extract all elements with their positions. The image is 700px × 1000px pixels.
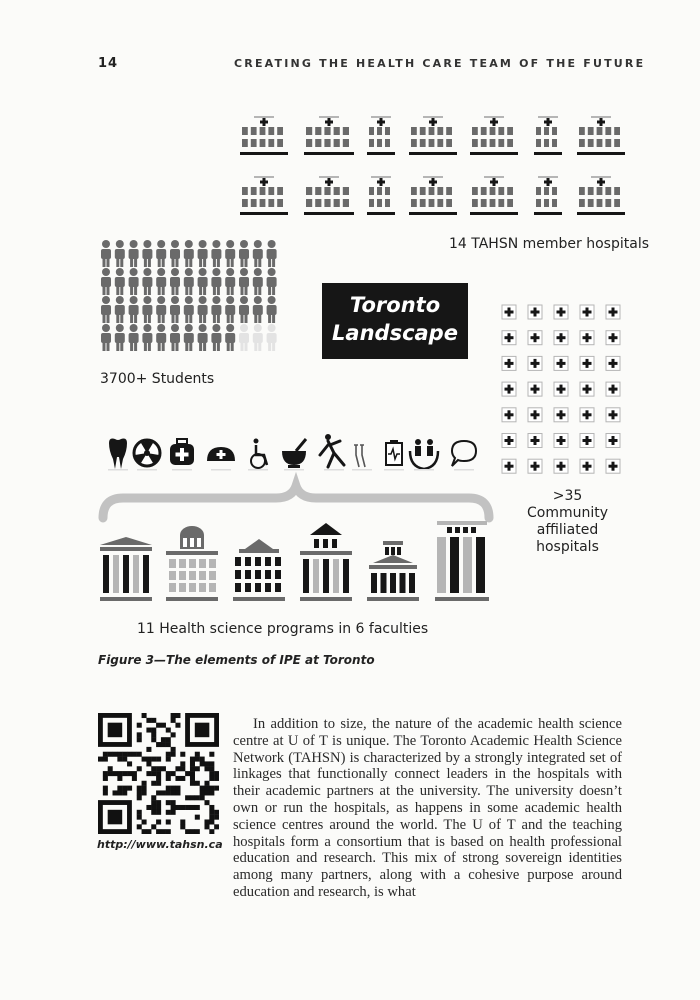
student-figure-icon [170, 240, 180, 267]
member-hospital-icon [470, 116, 518, 155]
student-figure-icon [184, 324, 194, 351]
student-figure-icon [129, 296, 139, 323]
student-figure-icon [156, 296, 166, 323]
title-line-2: Landscape [332, 321, 458, 345]
body-paragraph: In addition to size, the nature of the academic health science centre at U of T is unique. The Toronto Academic Health Science Network (TAHSN) is characterized by a strongly integrated set of linkages that functionally connect leaders in the hospitals with their academic partners at the university. The university doesn’t own or run the hospitals, as happens in some academic health science centres around the world. The U of T and the teaching hospitals form a consortium that is based on health professional education and research. This mix of strong sovereign identities among many partners, along with a cohesive purpose around education and research, is what [233, 716, 622, 900]
community-hospital-icon [502, 356, 516, 370]
program-icons-group [108, 434, 476, 471]
student-figure-icon [170, 324, 180, 351]
community-label-line-1: >35 Community [526, 488, 609, 521]
member-hospital-icon [577, 176, 625, 215]
hospitals-label: 14 TAHSN member hospitals [449, 236, 649, 252]
radiation-icon [134, 440, 160, 471]
student-figure-icon [239, 268, 249, 295]
qr-code-image [98, 713, 219, 834]
community-hospital-icon [606, 408, 620, 422]
student-figure-icon [253, 240, 263, 267]
community-hospital-icon [528, 356, 542, 370]
student-figure-icon [211, 268, 221, 295]
title-box [322, 283, 468, 359]
student-figure-icon [101, 268, 111, 295]
community-hospital-icon [502, 331, 516, 345]
student-figure-icon [253, 324, 263, 351]
student-figure-icon [156, 268, 166, 295]
member-hospital-icon [304, 176, 354, 215]
family-hands-icon [410, 439, 438, 471]
page-number: 14 [98, 56, 119, 71]
student-figure-icon [129, 268, 139, 295]
student-figure-icon [239, 324, 249, 351]
community-hospital-icon [554, 305, 568, 319]
community-hospital-icon [580, 459, 594, 473]
member-hospital-icon [367, 176, 395, 215]
student-figure-icon [239, 240, 249, 267]
speech-icon [352, 445, 372, 471]
student-figure-icon [184, 296, 194, 323]
student-figure-icon [142, 324, 152, 351]
title-line-1: Toronto [349, 293, 441, 317]
community-hospital-icon [554, 459, 568, 473]
community-hospital-icon [554, 434, 568, 448]
member-hospital-icon [534, 116, 562, 155]
faculty-building-5 [367, 541, 419, 601]
faculty-building-3 [233, 539, 285, 601]
student-figure-icon [198, 240, 208, 267]
student-figure-icon [115, 240, 125, 267]
faculty-building-1 [100, 537, 152, 601]
community-hospital-icon [528, 305, 542, 319]
community-label-line-2: affiliated hospitals [536, 522, 599, 555]
community-hospital-icon [580, 356, 594, 370]
community-hospital-icon [580, 382, 594, 396]
member-hospital-icon [367, 116, 395, 155]
community-hospital-icon [554, 408, 568, 422]
student-figure-icon [184, 268, 194, 295]
faculty-building-6 [435, 521, 489, 601]
first-aid-kit-icon [170, 439, 194, 471]
community-hospital-icon [502, 408, 516, 422]
student-figure-icon [198, 324, 208, 351]
community-hospital-icon [528, 434, 542, 448]
student-figure-icon [253, 296, 263, 323]
community-hospital-icon [528, 382, 542, 396]
student-figure-icon [211, 240, 221, 267]
student-figure-icon [225, 324, 235, 351]
community-hospital-icon [502, 434, 516, 448]
member-hospitals-group [240, 116, 625, 215]
clipboard-icon [384, 440, 404, 471]
community-label [510, 488, 625, 556]
programs-label: 11 Health science programs in 6 faculties [137, 621, 429, 637]
nurse-cap-icon [207, 447, 235, 471]
community-hospital-icon [528, 459, 542, 473]
speech-bubble-icon [452, 441, 476, 471]
student-figure-icon [198, 296, 208, 323]
community-hospital-icon [606, 382, 620, 396]
students-group [101, 240, 277, 351]
community-hospitals-group [502, 305, 620, 473]
community-hospital-icon [554, 331, 568, 345]
community-hospital-icon [502, 382, 516, 396]
student-figure-icon [101, 296, 111, 323]
wheelchair-icon [248, 439, 268, 471]
student-figure-icon [211, 296, 221, 323]
student-figure-icon [253, 268, 263, 295]
community-hospital-icon [606, 356, 620, 370]
community-hospital-icon [606, 434, 620, 448]
community-hospital-icon [580, 305, 594, 319]
member-hospital-icon [409, 176, 457, 215]
student-figure-icon [267, 240, 277, 267]
member-hospital-icon [240, 176, 288, 215]
member-hospital-icon [304, 116, 354, 155]
community-hospital-icon [554, 356, 568, 370]
physiotherapy-figure-icon [320, 434, 344, 471]
student-figure-icon [115, 268, 125, 295]
student-figure-icon [170, 268, 180, 295]
faculty-building-2 [166, 526, 218, 601]
bracket [103, 486, 489, 518]
member-hospital-icon [409, 116, 457, 155]
student-figure-icon [170, 296, 180, 323]
student-figure-icon [198, 268, 208, 295]
student-figure-icon [101, 240, 111, 267]
student-figure-icon [142, 268, 152, 295]
community-hospital-icon [502, 305, 516, 319]
community-hospital-icon [580, 434, 594, 448]
member-hospital-icon [577, 116, 625, 155]
qr-url[interactable]: http://www.tahsn.ca [97, 838, 223, 851]
student-figure-icon [156, 240, 166, 267]
student-figure-icon [211, 324, 221, 351]
student-figure-icon [267, 324, 277, 351]
student-figure-icon [101, 324, 111, 351]
student-figure-icon [115, 296, 125, 323]
students-label: 3700+ Students [100, 371, 215, 387]
community-hospital-icon [580, 408, 594, 422]
community-hospital-icon [606, 331, 620, 345]
mortar-pestle-icon [282, 439, 306, 471]
tooth-icon [108, 439, 128, 471]
student-figure-icon [184, 240, 194, 267]
faculty-buildings-group [100, 521, 489, 601]
student-figure-icon [129, 240, 139, 267]
community-hospital-icon [528, 408, 542, 422]
community-hospital-icon [528, 331, 542, 345]
member-hospital-icon [534, 176, 562, 215]
community-hospital-icon [580, 331, 594, 345]
qr-code[interactable] [98, 713, 219, 834]
student-figure-icon [142, 296, 152, 323]
student-figure-icon [225, 268, 235, 295]
student-figure-icon [115, 324, 125, 351]
student-figure-icon [156, 324, 166, 351]
faculty-building-4 [300, 523, 352, 601]
running-head: CREATING THE HEALTH CARE TEAM OF THE FUTURE [234, 57, 646, 70]
student-figure-icon [225, 240, 235, 267]
community-hospital-icon [554, 382, 568, 396]
figure-caption: Figure 3—The elements of IPE at Toronto [98, 653, 375, 667]
student-figure-icon [267, 296, 277, 323]
member-hospital-icon [470, 176, 518, 215]
member-hospital-icon [240, 116, 288, 155]
student-figure-icon [239, 296, 249, 323]
community-hospital-icon [606, 459, 620, 473]
community-hospital-icon [606, 305, 620, 319]
student-figure-icon [142, 240, 152, 267]
student-figure-icon [225, 296, 235, 323]
student-figure-icon [129, 324, 139, 351]
community-hospital-icon [502, 459, 516, 473]
student-figure-icon [267, 268, 277, 295]
